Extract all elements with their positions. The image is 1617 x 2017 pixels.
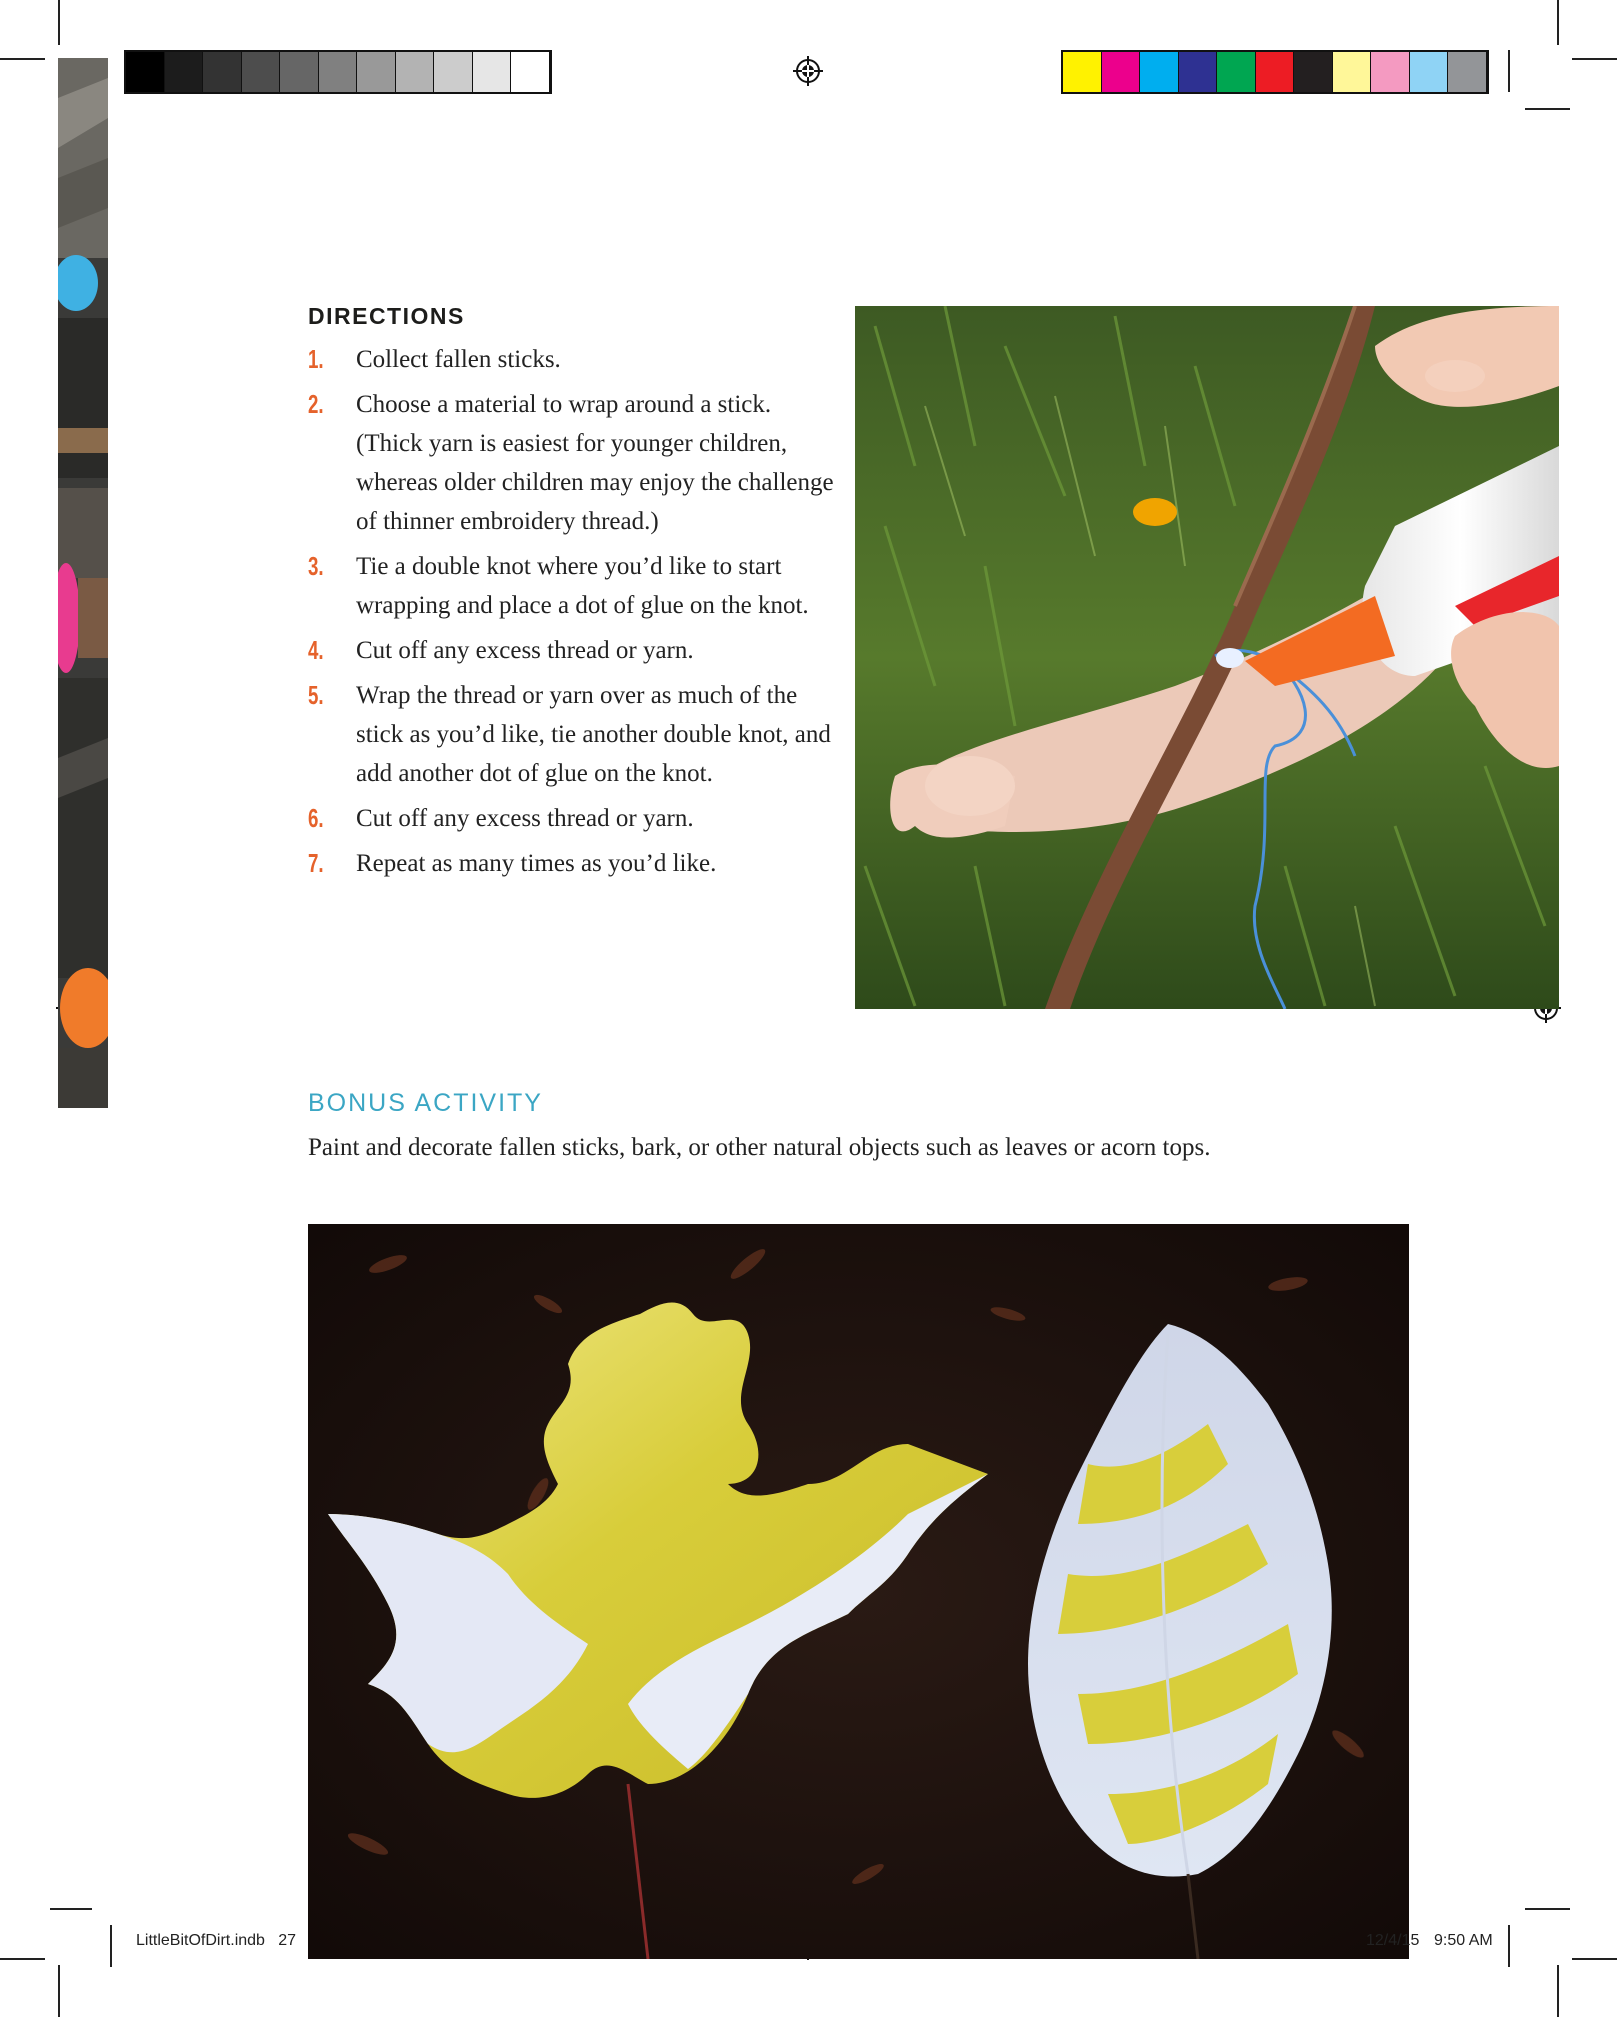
- process-color-bar: [1061, 50, 1489, 94]
- directions-step: [308, 385, 843, 541]
- directions-step: [308, 547, 843, 625]
- left-bleed-photo-strip: [58, 58, 108, 1108]
- painted-leaves-photo: [308, 1224, 1409, 1959]
- grayscale-swatch: [511, 52, 550, 92]
- grayscale-swatch: [357, 52, 396, 92]
- step-number: 2.: [308, 389, 324, 419]
- step-text: Choose a material to wrap around a stick. (Thick yarn is easiest for younger children, whereas older children may enjoy the challenge of thinner embroidery thread.): [356, 391, 834, 535]
- bonus-activity-heading: BONUS ACTIVITY: [308, 1089, 543, 1117]
- crop-mark: [1525, 108, 1570, 110]
- directions-step: [308, 676, 843, 793]
- crop-mark: [1572, 58, 1617, 60]
- directions-step: [308, 340, 843, 379]
- slug-time-label: 9:50 AM: [1434, 1932, 1493, 1949]
- step-number: 1.: [308, 344, 324, 374]
- step-number: 4.: [308, 635, 324, 665]
- step-text: Cut off any excess thread or yarn.: [356, 637, 694, 664]
- step-text: Cut off any excess thread or yarn.: [356, 805, 694, 832]
- bonus-activity-text: Paint and decorate fallen sticks, bark, or other natural objects such as leaves or acorn tops.: [308, 1134, 1211, 1161]
- grayscale-swatch: [396, 52, 435, 92]
- directions-step: [308, 799, 843, 838]
- crop-mark: [58, 0, 60, 45]
- process-color-swatch: [1140, 52, 1179, 92]
- grayscale-swatch: [280, 52, 319, 92]
- crop-mark: [1508, 1925, 1510, 1967]
- process-color-swatch: [1256, 52, 1295, 92]
- crop-mark: [1508, 50, 1510, 92]
- step-text: Repeat as many times as you’d like.: [356, 850, 717, 877]
- grayscale-swatch: [242, 52, 281, 92]
- process-color-swatch: [1063, 52, 1102, 92]
- crop-mark: [1557, 1965, 1559, 2017]
- directions-list: [308, 340, 843, 889]
- grayscale-swatch: [203, 52, 242, 92]
- grayscale-swatch: [319, 52, 358, 92]
- crop-mark: [58, 1965, 60, 2017]
- directions-step: [308, 631, 843, 670]
- process-color-swatch: [1371, 52, 1410, 92]
- step-number: 5.: [308, 680, 324, 710]
- directions-step: [308, 844, 843, 883]
- grayscale-swatch: [473, 52, 512, 92]
- step-number: 7.: [308, 848, 324, 878]
- step-text: Collect fallen sticks.: [356, 346, 561, 373]
- process-color-swatch: [1294, 52, 1333, 92]
- stick-wrapping-photo: [855, 306, 1559, 1009]
- grayscale-swatch: [434, 52, 473, 92]
- slug-file-label: LittleBitOfDirt.indb 27: [136, 1932, 297, 1949]
- grayscale-swatch: [165, 52, 204, 92]
- crop-mark: [1525, 1908, 1570, 1910]
- process-color-swatch: [1448, 52, 1487, 92]
- crop-mark: [110, 1925, 112, 1967]
- process-color-swatch: [1333, 52, 1372, 92]
- crop-mark: [1557, 0, 1559, 45]
- step-number: 6.: [308, 803, 324, 833]
- step-text: Tie a double knot where you’d like to start wrapping and place a dot of glue on the knot.: [356, 553, 809, 619]
- process-color-swatch: [1179, 52, 1218, 92]
- crop-mark: [1572, 1958, 1617, 1960]
- crop-mark: [0, 58, 45, 60]
- crop-mark: [50, 1908, 92, 1910]
- process-color-swatch: [1410, 52, 1449, 92]
- registration-mark-icon: [793, 56, 823, 86]
- step-number: 3.: [308, 551, 324, 581]
- process-color-swatch: [1102, 52, 1141, 92]
- crop-mark: [0, 1958, 45, 1960]
- directions-heading: DIRECTIONS: [308, 303, 465, 329]
- grayscale-color-bar: [124, 50, 552, 94]
- grayscale-swatch: [126, 52, 165, 92]
- process-color-swatch: [1217, 52, 1256, 92]
- step-text: Wrap the thread or yarn over as much of the stick as you’d like, tie another double knot, and add another dot of glue on the knot.: [356, 682, 831, 787]
- slug-date-label: 12/4/15: [1366, 1932, 1420, 1949]
